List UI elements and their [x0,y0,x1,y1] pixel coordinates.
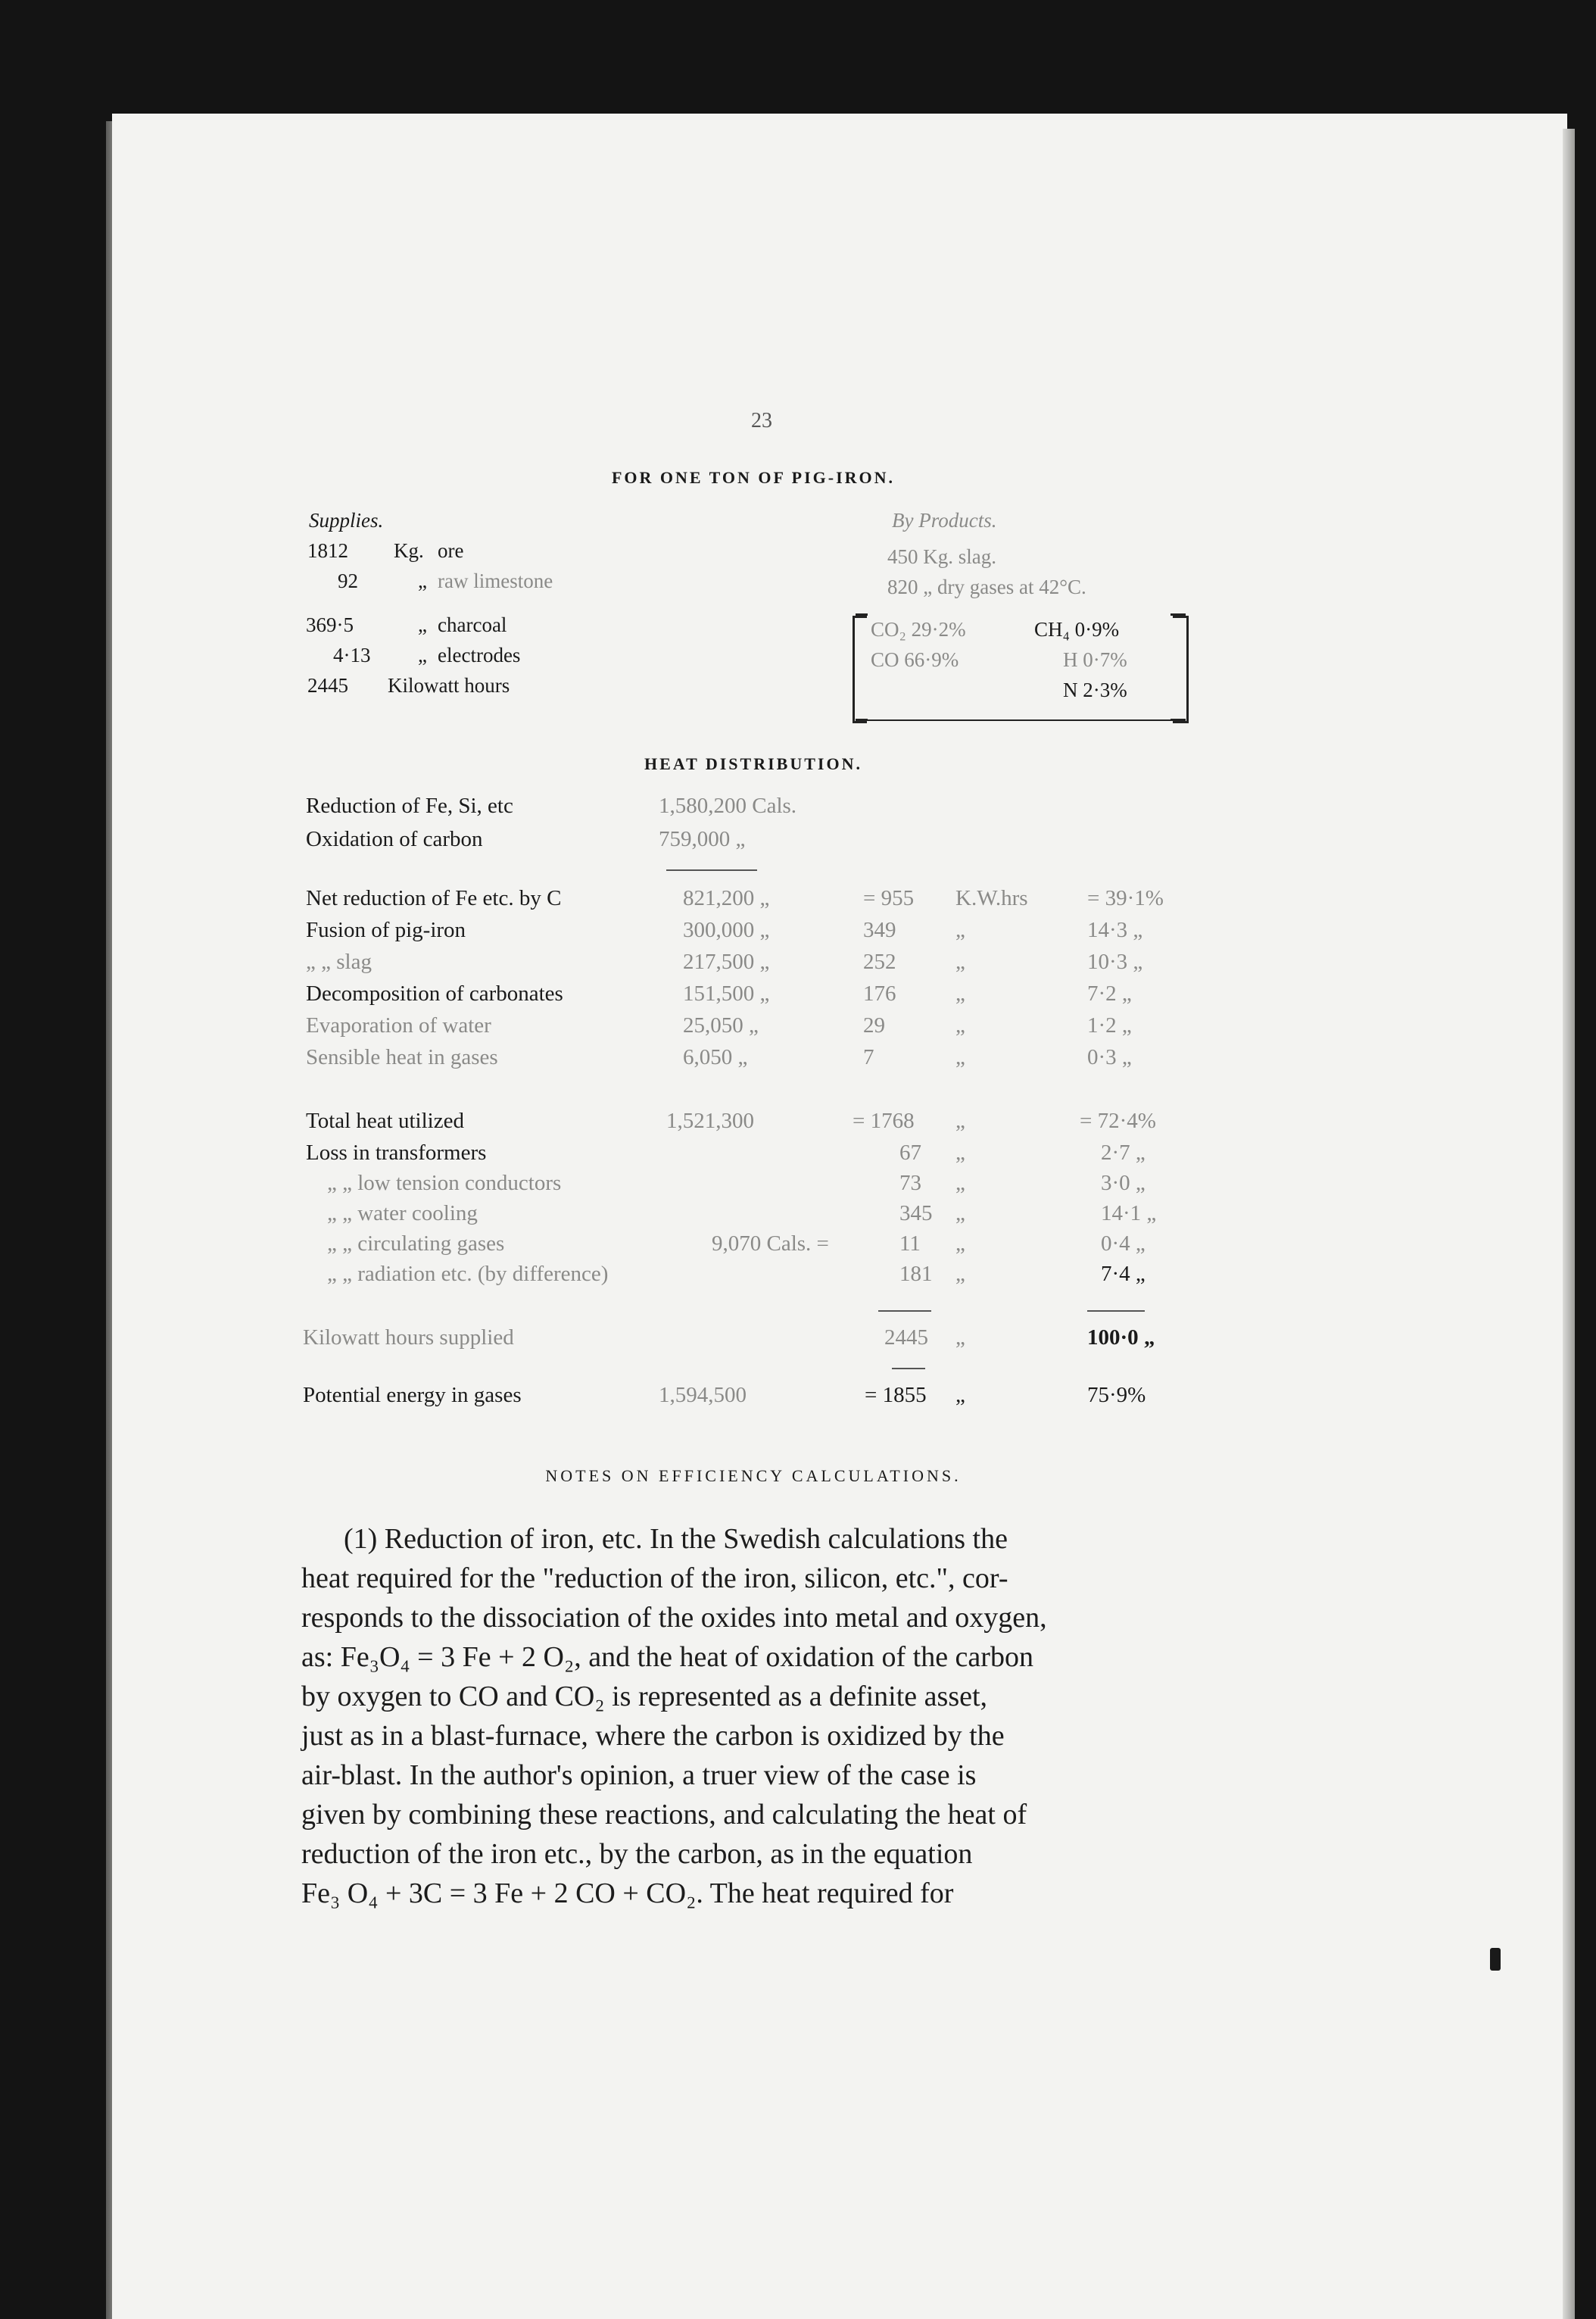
heat-total-label: Total heat utilized [306,1109,464,1133]
supply-item: electrodes [438,644,521,666]
heat-unit: „ [955,982,965,1006]
notes-line: (1) Reduction of iron, etc. In the Swedish calculations the [344,1523,1008,1555]
byproduct-slag: 450 Kg. slag. [887,545,996,568]
notes-line: by oxygen to CO and CO₂ is represented as a definite asset, [301,1681,988,1712]
kwh-supplied-label: Kilowatt hours supplied [303,1325,514,1350]
gas-ch4: CH₄ 0·9% [1034,618,1120,641]
notes-line: as: Fe₃O₄ = 3 Fe + 2 O₂, and the heat of oxidation of the carbon [301,1641,1033,1673]
loss-unit: „ [955,1171,965,1195]
loss-kwh: 73 [899,1171,921,1195]
potential-unit: „ [955,1383,965,1407]
potential-pct: 75·9% [1087,1383,1146,1407]
supply-unit: „ [418,644,427,666]
heat-unit: „ [955,1045,965,1069]
loss-kwh: 11 [899,1231,921,1256]
supply-unit: „ [418,613,427,636]
notes-line: air-blast. In the author's opinion, a truer view of the case is [301,1759,977,1791]
heat-label: Evaporation of water [306,1013,491,1038]
supply-unit: Kg. [394,539,424,562]
loss-label: „ „ circulating gases [327,1231,505,1256]
supply-qty: 369·5 [306,613,354,636]
gas-n: N 2·3% [1063,679,1127,701]
heat-kwh: 7 [863,1045,874,1069]
supplies-heading: Supplies. [309,509,384,532]
loss-pct: 0·4 „ [1101,1231,1146,1256]
loss-unit: „ [955,1231,965,1256]
heat-kwh: 349 [863,918,896,942]
potential-kwh: = 1855 [865,1383,927,1407]
loss-kwh: 181 [899,1262,933,1286]
supply-item: Kilowatt hours [388,674,510,697]
heat-label: Sensible heat in gases [306,1045,498,1069]
gas-co: CO 66·9% [871,648,959,671]
heat-kwh: 252 [863,950,896,974]
supply-qty: 2445 [307,674,348,697]
heat-distribution-title: HEAT DISTRIBUTION. [644,754,862,773]
loss-unit: „ [955,1141,965,1165]
heat-pct: = 39·1% [1087,886,1164,910]
heat-label: Reduction of Fe, Si, etc [306,794,513,818]
heat-pct: 14·3 „ [1087,918,1143,942]
byproduct-gases: 820 „ dry gases at 42°C. [887,576,1086,598]
heat-total-cals: 1,521,300 [666,1109,754,1133]
kwh-supplied-pct: 100·0 „ [1087,1325,1155,1350]
heat-pct: 10·3 „ [1087,950,1143,974]
heat-label: „ „ slag [306,950,372,974]
heat-total-kwh: = 1768 [853,1109,915,1133]
notes-line: reduction of the iron etc., by the carbon, as in the equation [301,1838,973,1870]
notes-title: NOTES ON EFFICIENCY CALCULATIONS. [545,1466,962,1485]
heat-pct: 7·2 „ [1087,982,1132,1006]
loss-kwh: 345 [899,1201,933,1225]
page-edge [1563,129,1575,2319]
heat-label: Decomposition of carbonates [306,982,563,1006]
heat-cals: 6,050 „ [683,1045,748,1069]
potential-cals: 1,594,500 [659,1383,747,1407]
supply-qty: 92 [338,570,358,592]
heat-pct: 1·2 „ [1087,1013,1132,1038]
heat-kwh: = 955 [863,886,915,910]
supply-item: raw limestone [438,570,553,592]
heat-unit: „ [955,918,965,942]
potential-label: Potential energy in gases [303,1383,522,1407]
supply-unit: „ [418,570,427,592]
heat-cals: 300,000 „ [683,918,770,942]
heat-total-unit: „ [955,1109,965,1133]
heat-cals: 151,500 „ [683,982,770,1006]
loss-label: Loss in transformers [306,1141,487,1165]
heat-pct: 0·3 „ [1087,1045,1132,1069]
supply-qty: 4·13 [333,644,371,666]
kwh-supplied-value: 2445 [884,1325,928,1350]
loss-label: „ „ water cooling [327,1201,478,1225]
heat-cals: 217,500 „ [683,950,770,974]
heat-cals: 821,200 „ [683,886,770,910]
loss-pct: 2·7 „ [1101,1141,1146,1165]
heat-kwh: 29 [863,1013,885,1038]
notes-line: responds to the dissociation of the oxides into metal and oxygen, [301,1602,1047,1634]
byproducts-heading: By Products. [892,509,997,532]
heat-label: Fusion of pig-iron [306,918,466,942]
loss-extra: 9,070 Cals. = [712,1231,829,1256]
loss-unit: „ [955,1201,965,1225]
supply-item: charcoal [438,613,507,636]
supply-item: ore [438,539,464,562]
loss-pct: 14·1 „ [1101,1201,1157,1225]
loss-unit: „ [955,1262,965,1286]
heat-label: Oxidation of carbon [306,827,483,851]
heat-unit: „ [955,1013,965,1038]
loss-pct: 3·0 „ [1101,1171,1146,1195]
loss-label: „ „ low tension conductors [327,1171,562,1195]
gas-h: H 0·7% [1063,648,1127,671]
heat-cals: 1,580,200 Cals. [659,794,797,818]
loss-pct: 7·4 „ [1101,1262,1146,1286]
heat-cals: 759,000 „ [659,827,746,851]
page-number: 23 [751,409,772,432]
heat-unit: „ [955,950,965,974]
notes-paragraph [301,1519,1189,1913]
heat-kwh: 176 [863,982,896,1006]
heat-total-pct: = 72·4% [1080,1109,1156,1133]
gas-co2: CO₂ 29·2% [871,618,966,641]
heat-cals: 25,050 „ [683,1013,759,1038]
heat-label: Net reduction of Fe etc. by C [306,886,562,910]
ink-mark [1490,1948,1501,1971]
kwh-supplied-unit: „ [955,1325,965,1350]
notes-line: given by combining these reactions, and calculating the heat of [301,1799,1027,1831]
loss-kwh: 67 [899,1141,921,1165]
notes-line: Fe₃ O₄ + 3C = 3 Fe + 2 CO + CO₂. The heat required for [301,1877,954,1909]
section-title: FOR ONE TON OF PIG-IRON. [611,468,896,487]
loss-label: „ „ radiation etc. (by difference) [327,1262,609,1286]
supply-qty: 1812 [307,539,348,562]
notes-line: heat required for the "reduction of the iron, silicon, etc.", cor- [301,1562,1008,1594]
heat-unit: K.W.hrs [955,886,1028,910]
notes-line: just as in a blast-furnace, where the carbon is oxidized by the [301,1720,1005,1752]
